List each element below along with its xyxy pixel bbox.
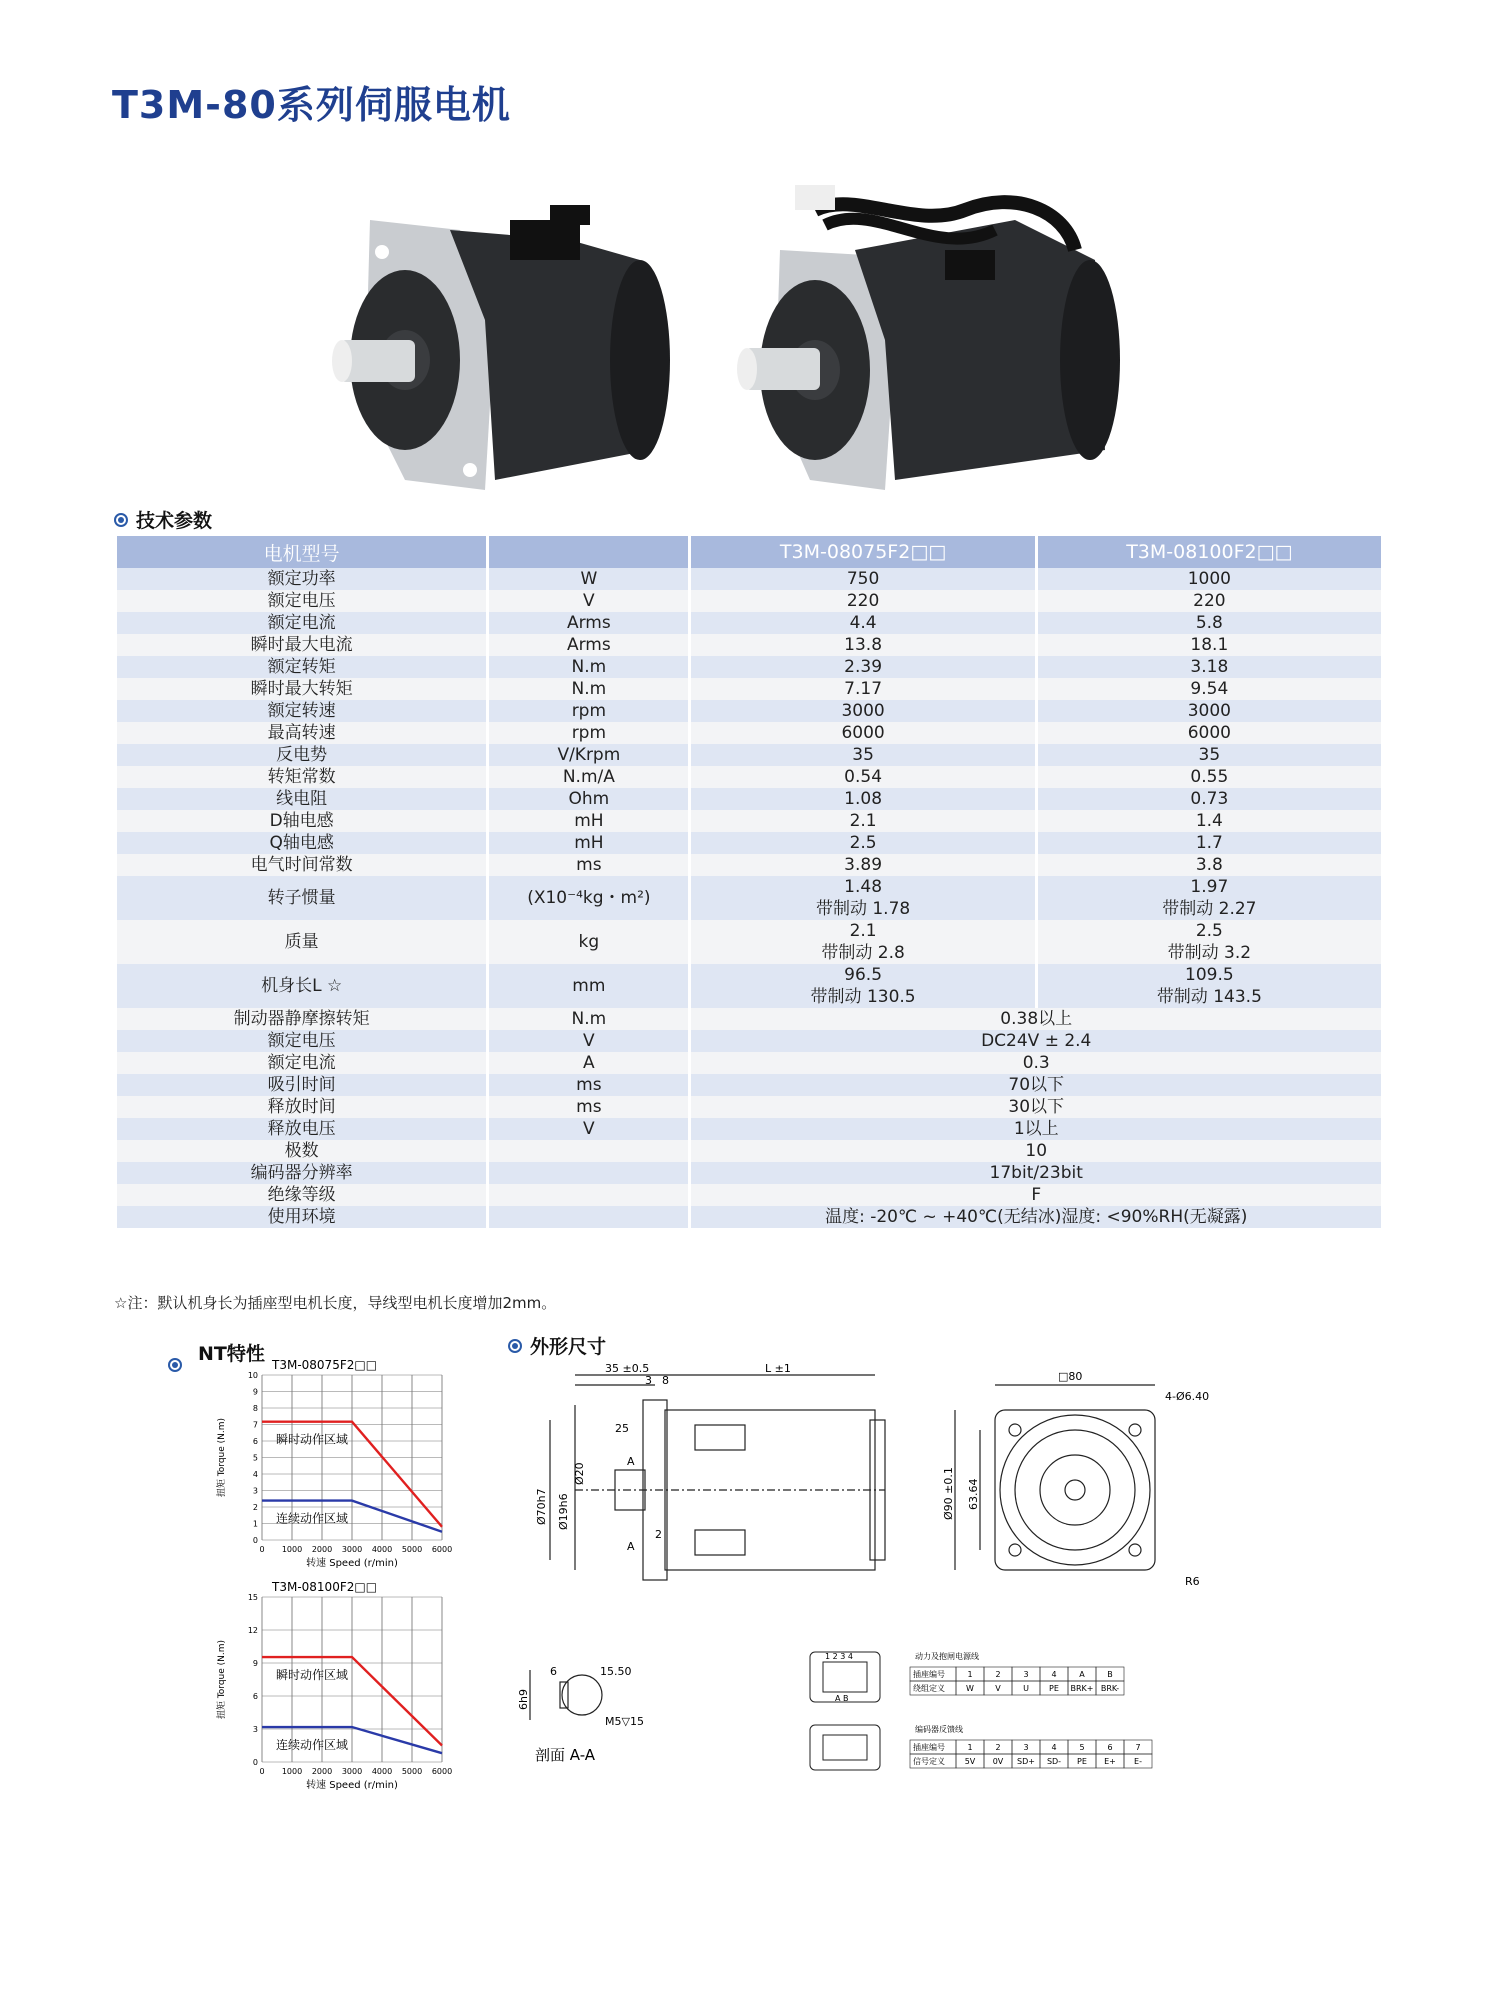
cell-b1: 1.97 (1038, 876, 1381, 898)
cell-name: 额定电压 (117, 590, 486, 612)
cell-v: 30以下 (691, 1096, 1381, 1118)
table-row (117, 1074, 1381, 1096)
table-row (117, 1052, 1381, 1074)
table-row (117, 678, 1381, 700)
cell-a: 35 (691, 744, 1034, 766)
cell-name: 编码器分辨率 (117, 1162, 486, 1184)
x-tick-label: 0 (259, 1545, 265, 1554)
cell-a: 2.5 (691, 832, 1034, 854)
y-tick-label: 12 (247, 1626, 258, 1635)
table-row (117, 854, 1381, 876)
conn-header: 信号定义 (913, 1757, 945, 1766)
bullet-icon (508, 1339, 522, 1353)
y-tick-label: 5 (252, 1453, 258, 1463)
dim-6364: 63.64 (967, 1478, 980, 1510)
x-tick-label: 4000 (371, 1767, 393, 1776)
y-axis-label: 扭矩 Torque (N.m) (217, 1417, 227, 1498)
cell-name: 最高转速 (117, 722, 486, 744)
cell-b: 5.8 (1038, 612, 1381, 634)
y-tick-label: 1 (252, 1519, 258, 1529)
table-row (117, 656, 1381, 678)
cell-unit: V (489, 1030, 688, 1052)
cell-a: 7.17 (691, 678, 1034, 700)
cell-a1: 96.5 (691, 964, 1034, 986)
cell-unit: Arms (489, 634, 688, 656)
cell-b1: 2.5 (1038, 920, 1381, 942)
x-tick-label: 1000 (281, 1767, 303, 1776)
cell-v: 0.3 (691, 1052, 1381, 1074)
conn-value: 4 (1051, 1743, 1057, 1752)
dim-3: 3 (645, 1374, 652, 1387)
cell-a: 750 (691, 568, 1034, 590)
y-tick-label: 2 (252, 1503, 258, 1512)
conn-value: 3 (1023, 1670, 1029, 1679)
cell-name: 转矩常数 (117, 766, 486, 788)
cell-name: 瞬时最大转矩 (117, 678, 486, 700)
table-row (117, 1030, 1381, 1052)
nt-chart-2 (210, 1577, 460, 1802)
cell-b2: 带制动 143.5 (1038, 986, 1381, 1008)
cell-v: F (691, 1184, 1381, 1206)
dim-holes: 4-Ø6.40 (1165, 1390, 1210, 1403)
motor-photo-1 (320, 190, 660, 500)
cell-a: 4.4 (691, 612, 1034, 634)
cell-name: 电气时间常数 (117, 854, 486, 876)
section-label: 剖面 A-A (535, 1746, 596, 1764)
cell-name: D轴电感 (117, 810, 486, 832)
conn-value: 2 (995, 1743, 1001, 1752)
table-row (117, 1008, 1381, 1030)
cell-name: 瞬时最大电流 (117, 634, 486, 656)
cell-b: 1.4 (1038, 810, 1381, 832)
conn-value: 5V (964, 1757, 976, 1766)
cell-name: 线电阻 (117, 788, 486, 810)
table-note: ☆注：默认机身长为插座型电机长度，导线型电机长度增加2mm。 (114, 1294, 557, 1312)
cell-b1: 109.5 (1038, 964, 1381, 986)
table-row (117, 964, 1381, 986)
cell-a: 2.1 (691, 810, 1034, 832)
cell-v: 温度: -20℃ ~ +40℃(无结冰)湿度: <90%RH(无凝露) (691, 1206, 1381, 1228)
cell-name: 极数 (117, 1140, 486, 1162)
x-tick-label: 6000 (431, 1767, 453, 1776)
peak-region-label: 瞬时动作区域 (276, 1668, 349, 1683)
dim-d20: Ø20 (573, 1462, 586, 1485)
connector-power-diagram (805, 1647, 1120, 1707)
cell-v: 10 (691, 1140, 1381, 1162)
dim-L: L ±1 (765, 1362, 791, 1375)
conn-value: BRK- (1100, 1684, 1120, 1693)
cell-unit: Arms (489, 612, 688, 634)
cell-b: 18.1 (1038, 634, 1381, 656)
cell-v: 17bit/23bit (691, 1162, 1381, 1184)
header-model: 电机型号 (117, 536, 486, 568)
y-tick-label: 9 (252, 1659, 258, 1668)
conn-value: 1 (967, 1670, 973, 1679)
table-row (117, 1096, 1381, 1118)
conn-value: B (1107, 1670, 1113, 1679)
cell-unit: N.m (489, 678, 688, 700)
cell-a2: 带制动 1.78 (691, 898, 1034, 920)
y-tick-label: 8 (252, 1404, 258, 1413)
cell-a2: 带制动 2.8 (691, 942, 1034, 964)
cell-name: 额定电流 (117, 1052, 486, 1074)
cell-unit: Ohm (489, 788, 688, 810)
cell-name: 使用环境 (117, 1206, 486, 1228)
cell-a: 6000 (691, 722, 1034, 744)
cell-a: 0.54 (691, 766, 1034, 788)
dim-section-label: 外形尺寸 (530, 1336, 607, 1358)
dimension-drawing-side (515, 1360, 895, 1590)
cell-v: 70以下 (691, 1074, 1381, 1096)
conn-header: 插座编号 (913, 1670, 945, 1679)
cell-name: 释放电压 (117, 1118, 486, 1140)
conn-value: E+ (1104, 1757, 1116, 1766)
cell-a: 220 (691, 590, 1034, 612)
x-tick-label: 3000 (341, 1545, 363, 1554)
cell-b: 3.18 (1038, 656, 1381, 678)
spec-section-heading (114, 506, 212, 533)
dim-25: 25 (615, 1422, 629, 1435)
cell-a: 2.39 (691, 656, 1034, 678)
y-tick-label: 15 (247, 1593, 258, 1602)
x-tick-label: 0 (259, 1767, 265, 1776)
cell-name: 吸引时间 (117, 1074, 486, 1096)
cell-b: 3.8 (1038, 854, 1381, 876)
cell-b: 35 (1038, 744, 1381, 766)
cell-name: 额定电压 (117, 1030, 486, 1052)
header-unit (489, 536, 688, 568)
spec-table (114, 536, 1384, 1228)
cell-v: DC24V ± 2.4 (691, 1030, 1381, 1052)
cell-b: 3000 (1038, 700, 1381, 722)
cell-b: 0.73 (1038, 788, 1381, 810)
x-tick-label: 2000 (311, 1767, 333, 1776)
cell-a2: 带制动 130.5 (691, 986, 1034, 1008)
dim-d19: Ø19h6 (557, 1493, 570, 1530)
conn-value: 0V (992, 1757, 1004, 1766)
table-row (117, 1184, 1381, 1206)
cell-name: 反电势 (117, 744, 486, 766)
cell-unit: mH (489, 810, 688, 832)
cell-a: 3000 (691, 700, 1034, 722)
dim-1550: 15.50 (600, 1665, 632, 1678)
conn-header: 插座编号 (913, 1743, 945, 1752)
cell-name: 额定电流 (117, 612, 486, 634)
dimension-drawing-section (510, 1630, 690, 1770)
motor-photo-2 (735, 170, 1135, 500)
conn-value: A (1079, 1670, 1085, 1679)
dim-sq80: □80 (1058, 1370, 1083, 1383)
table-row (117, 590, 1381, 612)
peak-region-label: 瞬时动作区域 (276, 1432, 349, 1447)
conn2-title: 编码器反馈线 (915, 1725, 963, 1734)
dim-A-bottom: A (627, 1540, 635, 1553)
x-tick-label: 5000 (401, 1545, 423, 1554)
cell-name: 绝缘等级 (117, 1184, 486, 1206)
conn-value: PE (1049, 1684, 1059, 1693)
cell-unit: N.m/A (489, 766, 688, 788)
dim-2: 2 (655, 1528, 662, 1541)
cell-unit (489, 1140, 688, 1162)
table-row (117, 1118, 1381, 1140)
cell-unit: V (489, 590, 688, 612)
bullet-icon (114, 513, 128, 527)
cell-unit (489, 1206, 688, 1228)
y-tick-label: 6 (252, 1437, 258, 1446)
cont-region-label: 连续动作区域 (276, 1511, 349, 1526)
cell-name: 额定转矩 (117, 656, 486, 678)
conn-value: PE (1077, 1757, 1087, 1766)
table-row (117, 744, 1381, 766)
y-tick-label: 3 (252, 1725, 258, 1734)
dim-6: 6 (550, 1665, 557, 1678)
cell-b: 9.54 (1038, 678, 1381, 700)
dim-d70: Ø70h7 (535, 1488, 548, 1525)
cell-a1: 1.48 (691, 876, 1034, 898)
cell-unit: ms (489, 1096, 688, 1118)
cell-unit: mH (489, 832, 688, 854)
cell-v: 1以上 (691, 1118, 1381, 1140)
conn-value: SD- (1046, 1757, 1062, 1766)
cell-b2: 带制动 2.27 (1038, 898, 1381, 920)
connector-encoder-diagram (805, 1720, 1145, 1780)
cell-name: 额定功率 (117, 568, 486, 590)
y-tick-label: 0 (252, 1758, 258, 1767)
cell-b: 220 (1038, 590, 1381, 612)
cell-name: 额定转速 (117, 700, 486, 722)
cell-unit: ms (489, 854, 688, 876)
cell-a: 3.89 (691, 854, 1034, 876)
dim-A-top: A (627, 1455, 635, 1468)
cell-unit: rpm (489, 722, 688, 744)
cell-unit: (X10⁻⁴kg・m²) (489, 876, 688, 920)
table-header-row (117, 536, 1381, 568)
cell-unit: V/Krpm (489, 744, 688, 766)
conn-value: 4 (1051, 1670, 1057, 1679)
bullet-icon (168, 1358, 182, 1372)
cont-region-label: 连续动作区域 (276, 1738, 349, 1753)
cell-unit (489, 1184, 688, 1206)
x-tick-label: 1000 (281, 1545, 303, 1554)
cell-b: 0.55 (1038, 766, 1381, 788)
cell-unit: N.m (489, 656, 688, 678)
y-tick-label: 4 (252, 1470, 258, 1479)
conn-value: 1 (967, 1743, 973, 1752)
x-tick-label: 6000 (431, 1545, 453, 1554)
dim-8: 8 (662, 1374, 669, 1387)
table-row (117, 832, 1381, 854)
table-row (117, 1140, 1381, 1162)
dimension-drawing-front (940, 1370, 1240, 1610)
conn-value: SD+ (1017, 1757, 1035, 1766)
cell-unit: kg (489, 920, 688, 964)
x-tick-label: 3000 (341, 1767, 363, 1776)
cell-unit: N.m (489, 1008, 688, 1030)
table-row (117, 1162, 1381, 1184)
cell-unit: rpm (489, 700, 688, 722)
y-tick-label: 9 (252, 1387, 258, 1397)
conn-value: 6 (1107, 1743, 1113, 1752)
cell-b: 1000 (1038, 568, 1381, 590)
table-row (117, 700, 1381, 722)
table-row (117, 876, 1381, 898)
page-title: T3M-80系列伺服电机 (112, 83, 511, 127)
conn-value: W (966, 1684, 974, 1693)
table-row (117, 612, 1381, 634)
header-model-b: T3M-08100F2□□ (1038, 536, 1381, 568)
cell-unit: A (489, 1052, 688, 1074)
conn-header: 绕组定义 (913, 1684, 945, 1693)
cell-name: Q轴电感 (117, 832, 486, 854)
conn1-pins-top: 1 2 3 4 (825, 1652, 853, 1661)
table-row (117, 788, 1381, 810)
header-model-a: T3M-08075F2□□ (691, 536, 1034, 568)
dim-35: 35 ±0.5 (605, 1362, 650, 1375)
cell-b2: 带制动 3.2 (1038, 942, 1381, 964)
dim-d90: Ø90 ±0.1 (942, 1467, 955, 1520)
cell-a: 1.08 (691, 788, 1034, 810)
cell-b: 6000 (1038, 722, 1381, 744)
y-axis-label: 扭矩 Torque (N.m) (217, 1639, 227, 1720)
dim-6h9: 6h9 (517, 1689, 530, 1710)
dim-m5: M5▽15 (605, 1715, 644, 1728)
y-tick-label: 0 (252, 1536, 258, 1545)
cell-v: 0.38以上 (691, 1008, 1381, 1030)
conn-value: V (995, 1684, 1001, 1693)
conn1-title: 动力及抱闸电源线 (915, 1652, 979, 1661)
dim-r6: R6 (1185, 1575, 1200, 1588)
cell-unit: W (489, 568, 688, 590)
cell-a1: 2.1 (691, 920, 1034, 942)
cell-name: 制动器静摩擦转矩 (117, 1008, 486, 1030)
chart-title: T3M-08100F2□□ (272, 1580, 378, 1594)
y-tick-label: 6 (252, 1692, 258, 1701)
dim-section-heading (508, 1332, 606, 1359)
table-row (117, 634, 1381, 656)
conn-value: 5 (1079, 1743, 1085, 1752)
cell-name: 释放时间 (117, 1096, 486, 1118)
cell-unit: mm (489, 964, 688, 1008)
cell-b: 1.7 (1038, 832, 1381, 854)
table-row (117, 1206, 1381, 1228)
nt-chart-1 (210, 1355, 460, 1580)
x-axis-label: 转速 Speed (r/min) (306, 1780, 398, 1791)
conn-value: 2 (995, 1670, 1001, 1679)
cell-unit (489, 1162, 688, 1184)
table-row (117, 722, 1381, 744)
y-tick-label: 10 (247, 1371, 258, 1380)
x-tick-label: 2000 (311, 1545, 333, 1554)
y-tick-label: 3 (252, 1486, 258, 1496)
cell-unit: ms (489, 1074, 688, 1096)
conn-value: U (1023, 1684, 1029, 1693)
chart-title: T3M-08075F2□□ (272, 1358, 378, 1372)
conn1-pins-bottom: A B (835, 1694, 849, 1703)
cell-name: 机身长L ☆ (117, 964, 486, 1008)
x-tick-label: 4000 (371, 1545, 393, 1554)
conn-value: 7 (1135, 1743, 1141, 1752)
cell-a: 13.8 (691, 634, 1034, 656)
cell-name: 质量 (117, 920, 486, 964)
nt-section-label: NT特性 (198, 1342, 265, 1365)
conn-value: E- (1134, 1757, 1142, 1766)
spec-section-label: 技术参数 (136, 510, 213, 532)
table-row (117, 766, 1381, 788)
conn-value: 3 (1023, 1743, 1029, 1752)
conn-value: BRK+ (1070, 1684, 1094, 1693)
y-tick-label: 7 (252, 1420, 258, 1430)
table-row (117, 568, 1381, 590)
x-tick-label: 5000 (401, 1767, 423, 1776)
x-axis-label: 转速 Speed (r/min) (306, 1558, 398, 1569)
cell-unit: V (489, 1118, 688, 1140)
table-row (117, 810, 1381, 832)
cell-name: 转子惯量 (117, 876, 486, 920)
table-row (117, 920, 1381, 942)
